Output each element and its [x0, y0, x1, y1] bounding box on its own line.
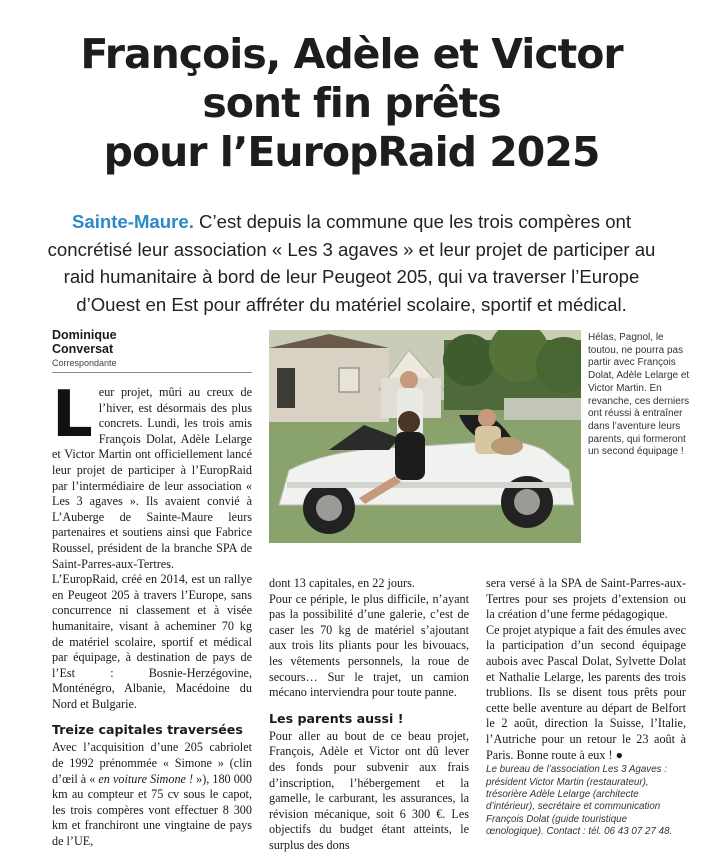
- author-role: Correspondante: [52, 358, 252, 373]
- subheading-capitales: Treize capitales traversées: [52, 722, 243, 738]
- paragraph-simone-end: »), 180 000 km au compteur et 75 cv sous le capot, les trois compères vont effectuer 8 300 km et franchiront une vingtaine de pays de l’UE,: [52, 771, 252, 849]
- lead-text: C’est depuis la commune que les trois compères ont concrétisé leur association « Les 3 agaves » et leur projet de participer au raid humanitaire à bord de leur Peugeot 205, qui va traverser l’Europe d’Ouest en Est pour affréter du matériel scolaire, sportif et médical.: [47, 211, 656, 315]
- paragraph-capitales-end: dont 13 capitales, en 22 jours.: [269, 576, 415, 590]
- dropcap: L: [52, 378, 93, 452]
- headline: [20, 30, 683, 177]
- paragraph-periple: Pour ce périple, le plus difficile, n’ayant pas la possibilité d’une galerie, c’est de caser les 70 kg de matériel s’ajoutant aux trois lits pliants pour les bivouacs, les vêtements personnels, la roue de secours… Sur le trajet, un camion mécano interviendra pour toute panne.: [269, 591, 469, 700]
- paragraph-europraid: L’EuropRaid, créé en 2014, est un rallye en Peugeot 205 à travers l’Europe, sans concurrence ni classement et à visée humanitaire, visant à acheminer 70 kg de matériel scolaire, sportif et médical par équipage, à destination de pays de l’Est : Bosnie-Herzégovine, Monténégro, Albanie, Macédoine du Nord et Bulgarie.: [52, 572, 252, 711]
- photo-caption: Hélas, Pagnol, le toutou, ne pourra pas partir avec François Dolat, Adèle Lelarge et Victor Martin. En revanche, ces derniers ont réussi à entraîner dans l’aventure leurs parents, qui formeront un second équipage !: [588, 332, 690, 458]
- lead-place: Sainte-Maure.: [71, 211, 194, 232]
- author-name-first: Dominique: [52, 328, 117, 342]
- headline-line-2: sont fin prêts: [202, 79, 501, 127]
- paragraph-spa: sera versé à la SPA de Saint-Parres-aux-Tertres pour ses projets d’extension ou la création d’une ferme pédagogique.: [486, 576, 686, 622]
- paragraph-budget: Pour aller au bout de ce beau projet, François, Adèle et Victor ont dû lever des fonds pour subvenir aux frais d’inscription, l’hébergement et la gamelle, le carburant, les assurances, la révision mécanique, soit 6 300 €. Les objectifs du budget étant atteints, le surplus des dons: [269, 728, 469, 852]
- association-credits: Le bureau de l’association Les 3 Agaves : président Victor Martin (restaurateur), trésorière Adèle Lelarge (architecte d’intérieur), secrétaire et communication François Dolat (guide touristique œnologique). Contact : tél. 06 43 07 27 48.: [486, 764, 673, 838]
- author-name-last: Conversat: [52, 342, 114, 356]
- paragraph-second-team: Ce projet atypique a fait des émules avec la participation d’un second équipage aubois avec Pascal Dolat, Sylvette Dolat et Nathalie Lelarge, les parents des trois trublions. Ils se disent tous prêts pour cette belle aventure au départ de Belfort le 2 août, direction la Suisse, l’Italie, l’Autriche pour un retour le 23 août à Paris. Bonne route à eux ! ●: [486, 622, 686, 762]
- article-column-2: [269, 576, 469, 854]
- paragraph-simone: [52, 740, 252, 849]
- headline-line-3: pour l’EuropRaid 2025: [103, 128, 600, 176]
- lead-paragraph: [40, 208, 663, 318]
- paragraph-simone-quote: en voiture Simone !: [98, 771, 194, 786]
- paragraph-simone-start: Avec l’acquisition d’une 205 cabriolet de 1992 prénommée « Simone » (clin d’œil à «: [52, 740, 252, 786]
- subheading-parents: Les parents aussi !: [269, 710, 404, 726]
- paragraph-intro-text: eur projet, mûri au creux de l’hiver, est désormais des plus concrets. Lundi, les trois amis François Dolat, Adèle Lelarge et Victor Martin ont officiellement lancé leur projet de participer à l’EuropRaid par l’intermédiaire de leur association « Les 3 agaves ». Ils avaient convié à L’Auberge de Sainte-Maure leurs partenaires et soutiens ainsi que Fabrice Roussel, président de la branche SPA de Saint-Parres-aux-Tertres.: [52, 385, 252, 571]
- paragraph-intro: [52, 378, 252, 572]
- convertible-car-photo: [269, 330, 581, 543]
- article-photo: [269, 330, 581, 543]
- article-column-1: [52, 378, 252, 850]
- headline-line-1: François, Adèle et Victor: [80, 30, 623, 78]
- article-column-3: [486, 576, 686, 839]
- byline: [52, 328, 252, 373]
